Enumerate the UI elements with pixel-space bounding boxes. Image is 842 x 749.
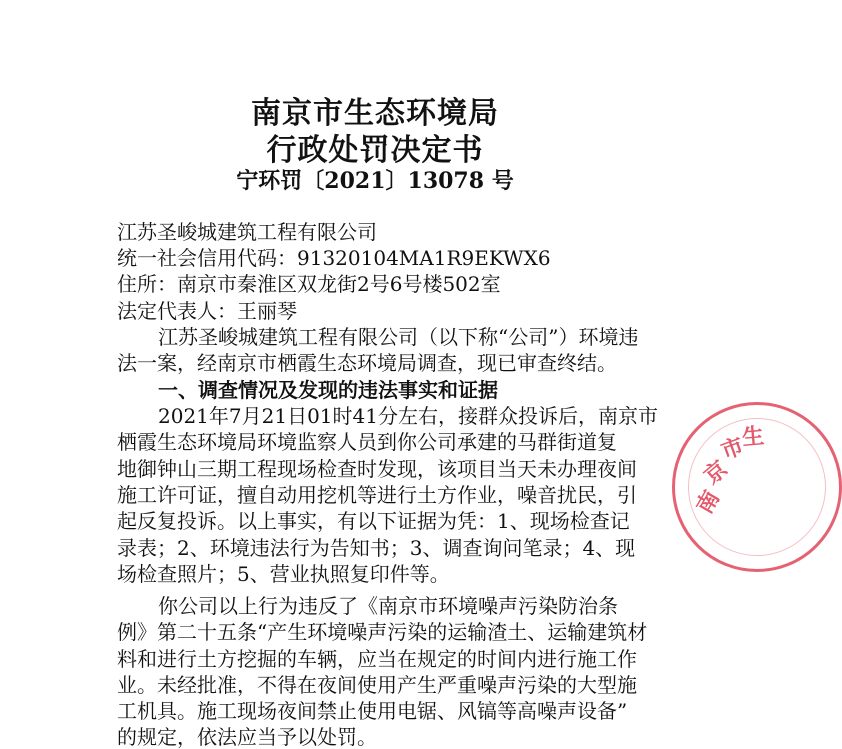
seal-character: 京 — [699, 455, 733, 490]
body-line: 例》第二十五条“产生环境噪声污染的运输渣土、运输建筑材 — [117, 620, 648, 644]
seal-character: 南 — [691, 486, 726, 519]
body-line: 场检查照片；5、营业执照复印件等。 — [117, 562, 450, 586]
body-line: 施工许可证，擅自动用挖机等进行土方作业，噪音扰民，引 — [117, 483, 637, 507]
body-line: 料和进行土方挖掘的车辆，应当在规定的时间内进行施工作 — [117, 647, 637, 671]
body-line: 你公司以上行为违反了《南京市环境噪声污染防治条 — [158, 594, 618, 618]
section-heading: 一、调查情况及发现的违法事实和证据 — [158, 378, 498, 402]
seal-character: 市 — [717, 432, 748, 465]
legal-representative: 法定代表人：王丽琴 — [117, 299, 297, 323]
address: 住所：南京市秦淮区双龙街2号6号楼502室 — [117, 272, 501, 296]
body-line: 2021年7月21日01时41分左右，接群众投诉后，南京市 — [158, 404, 658, 428]
body-line: 的规定，依法应当予以处罚。 — [117, 725, 377, 749]
body-line: 法一案，经南京市栖霞生态环境局调查，现已审查终结。 — [117, 351, 617, 375]
document-title-line1: 南京市生态环境局 — [251, 96, 499, 131]
body-line: 起反复投诉。以上事实，有以下证据为凭：1、现场检查记 — [117, 509, 630, 533]
body-line: 业。未经批准，不得在夜间使用产生严重噪声污染的大型施 — [117, 673, 637, 697]
document-number: 宁环罚〔2021〕13078 号 — [236, 168, 514, 194]
body-line: 地御钟山三期工程现场检查时发现，该项目当天未办理夜间 — [117, 457, 637, 481]
body-line: 工机具。施工现场夜间禁止使用电锯、风镐等高噪声设备” — [117, 699, 628, 723]
body-line: 栖霞生态环境局环境监察人员到你公司承建的马群街道复 — [117, 430, 617, 454]
body-line: 录表；2、环境违法行为告知书；3、调查询问笔录；4、现 — [117, 536, 636, 560]
credit-code: 统一社会信用代码：91320104MA1R9EKWX6 — [117, 246, 551, 270]
company-name: 江苏圣峻城建筑工程有限公司 — [117, 220, 377, 244]
body-line: 江苏圣峻城建筑工程有限公司（以下称“公司”）环境违 — [158, 325, 639, 349]
document-title-line2: 行政处罚决定书 — [266, 133, 484, 168]
seal-character: 生 — [741, 423, 766, 451]
